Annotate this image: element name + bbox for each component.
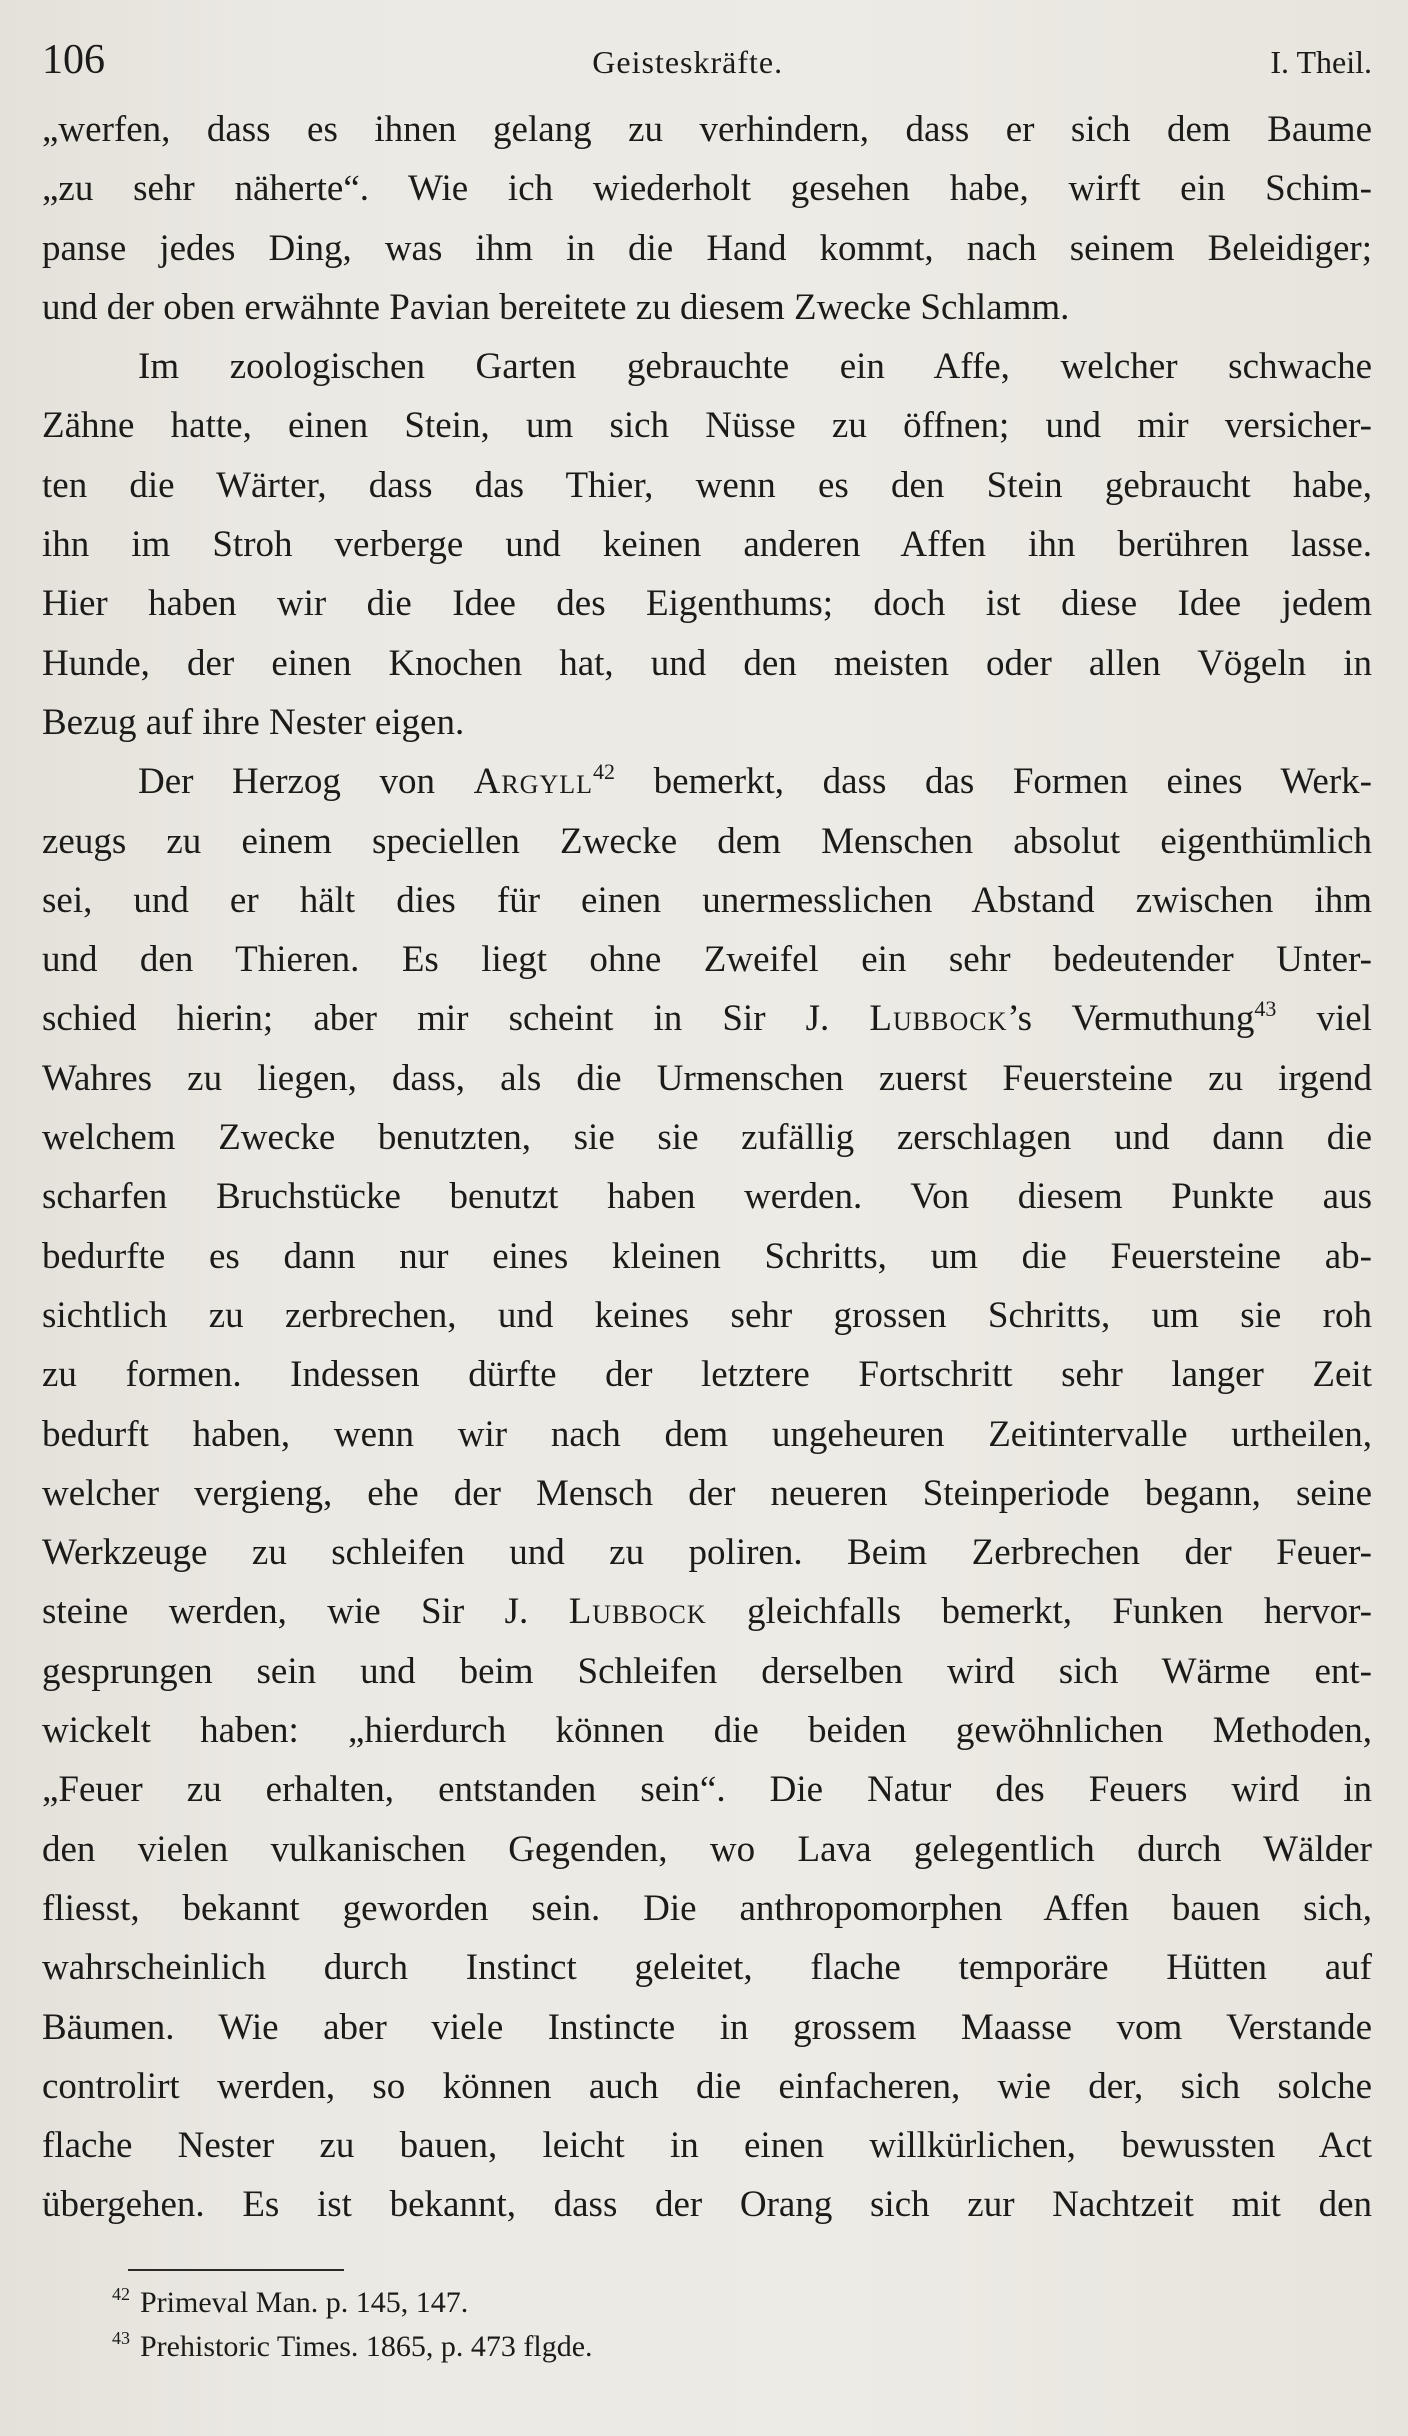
text-line: bedurfte es dann nur eines kleinen Schritts, um die Feuersteine ab- [42, 1235, 1372, 1277]
text-line: sichtlich zu zerbrechen, und keines sehr grossen Schritts, um sie roh [42, 1294, 1372, 1336]
text-line: und der oben erwähnte Pavian bereitete zu diesem Zwecke Schlamm. [42, 286, 1070, 328]
text-line: sei, und er hält dies für einen unermesslichen Abstand zwischen ihm [42, 879, 1372, 921]
text-line: und den Thieren. Es liegt ohne Zweifel ein sehr bedeutender Unter- [42, 939, 1372, 981]
text-line: welchem Zwecke benutzten, sie sie zufällig zerschlagen und dann die [42, 1117, 1372, 1159]
footnote-text: Prehistoric Times. 1865, p. 473 flgde. [140, 2329, 593, 2363]
author-name: Lubbock [869, 998, 1008, 1040]
text-line: zu formen. Indessen dürfte der letztere Fortschritt sehr langer Zeit [42, 1354, 1372, 1396]
line-segment: viel [1276, 998, 1372, 1040]
text-line: Zähne hatte, einen Stein, um sich Nüsse zu öffnen; und mir versicher- [42, 405, 1372, 447]
text-line: wickelt haben: „hierdurch können die beiden gewöhnlichen Methoden, [42, 1710, 1372, 1752]
line-segment: schied hierin; aber mir scheint in Sir J. [42, 998, 870, 1040]
part-label: I. Theil. [1270, 44, 1372, 80]
body-text [42, 100, 1372, 2235]
footnote-42 [42, 2281, 1372, 2325]
text-line [42, 1582, 1372, 1641]
line-segment: gleichfalls bemerkt, Funken hervor- [706, 1591, 1372, 1633]
text-line: ten die Wärter, dass das Thier, wenn es den Stein gebraucht habe, [42, 464, 1372, 506]
text-line: „Feuer zu erhalten, entstanden sein“. Die Natur des Feuers wird in [42, 1769, 1372, 1811]
footnote-text: Primeval Man. p. 145, 147. [140, 2285, 469, 2319]
text-line: wahrscheinlich durch Instinct geleitet, flache temporäre Hütten auf [42, 1947, 1372, 1989]
footnote-reference: 42 [593, 759, 615, 785]
footnote-reference: 43 [1254, 996, 1277, 1022]
footnote-number: 42 [112, 2283, 130, 2304]
text-line: „werfen, dass es ihnen gelang zu verhindern, dass er sich dem Baume [42, 109, 1372, 150]
line-segment: Der Herzog von [138, 761, 474, 803]
text-line: flache Nester zu bauen, leicht in einen willkürlichen, bewussten Act [42, 2125, 1372, 2167]
footnote-number: 43 [112, 2327, 130, 2348]
text-line [42, 989, 1372, 1048]
text-line: Wahres zu liegen, dass, als die Urmenschen zuerst Feuersteine zu irgend [42, 1057, 1372, 1099]
text-line: bedurft haben, wenn wir nach dem ungeheuren Zeitintervalle urtheilen, [42, 1413, 1372, 1455]
text-line: scharfen Bruchstücke benutzt haben werden. Von diesem Punkte aus [42, 1176, 1372, 1218]
text-line: controlirt werden, so können auch die einfacheren, wie der, sich solche [42, 2065, 1372, 2107]
text-line: Im zoologischen Garten gebrauchte ein Affe, welcher schwache [138, 346, 1372, 388]
text-line: Hier haben wir die Idee des Eigenthums; doch ist diese Idee jedem [42, 583, 1372, 625]
text-line: welcher vergieng, ehe der Mensch der neueren Steinperiode begann, seine [42, 1472, 1372, 1514]
running-title: Geisteskräfte. [592, 44, 784, 80]
line-segment: steine werden, wie Sir J. [42, 1591, 569, 1633]
footnotes [42, 2281, 1372, 2369]
running-head [42, 36, 1372, 92]
text-line: Werkzeuge zu schleifen und zu poliren. Beim Zerbrechen der Feuer- [42, 1532, 1372, 1574]
text-line [42, 752, 1372, 811]
text-line: Bäumen. Wie aber viele Instincte in grossem Maasse vom Verstande [42, 2006, 1372, 2048]
text-line: gesprungen sein und beim Schleifen derselben wird sich Wärme ent- [42, 1650, 1372, 1692]
footnote-43 [42, 2325, 1372, 2369]
text-line: „zu sehr näherte“. Wie ich wiederholt gesehen habe, wirft ein Schim- [42, 168, 1372, 210]
footnote-divider [128, 2269, 344, 2271]
author-name: Lubbock [568, 1591, 707, 1633]
text-line: ihn im Stroh verberge und keinen anderen Affen ihn berühren lasse. [42, 524, 1372, 566]
line-segment: ’s Vermuthung [1007, 998, 1255, 1040]
text-line: Hunde, der einen Knochen hat, und den meisten oder allen Vögeln in [42, 642, 1372, 684]
author-name: Argyll [473, 761, 593, 803]
text-line: Bezug auf ihre Nester eigen. [42, 701, 465, 743]
text-line: zeugs zu einem speciellen Zwecke dem Menschen absolut eigenthümlich [42, 820, 1372, 862]
text-line: den vielen vulkanischen Gegenden, wo Lava gelegentlich durch Wälder [42, 1828, 1372, 1870]
text-line: panse jedes Ding, was ihm in die Hand kommt, nach seinem Beleidiger; [42, 227, 1372, 269]
text-line: übergehen. Es ist bekannt, dass der Orang sich zur Nachtzeit mit den [42, 2184, 1372, 2226]
page-number: 106 [42, 37, 105, 83]
text-line: fliesst, bekannt geworden sein. Die anthropomorphen Affen bauen sich, [42, 1887, 1372, 1929]
line-segment: bemerkt, dass das Formen eines Werk- [615, 761, 1372, 803]
